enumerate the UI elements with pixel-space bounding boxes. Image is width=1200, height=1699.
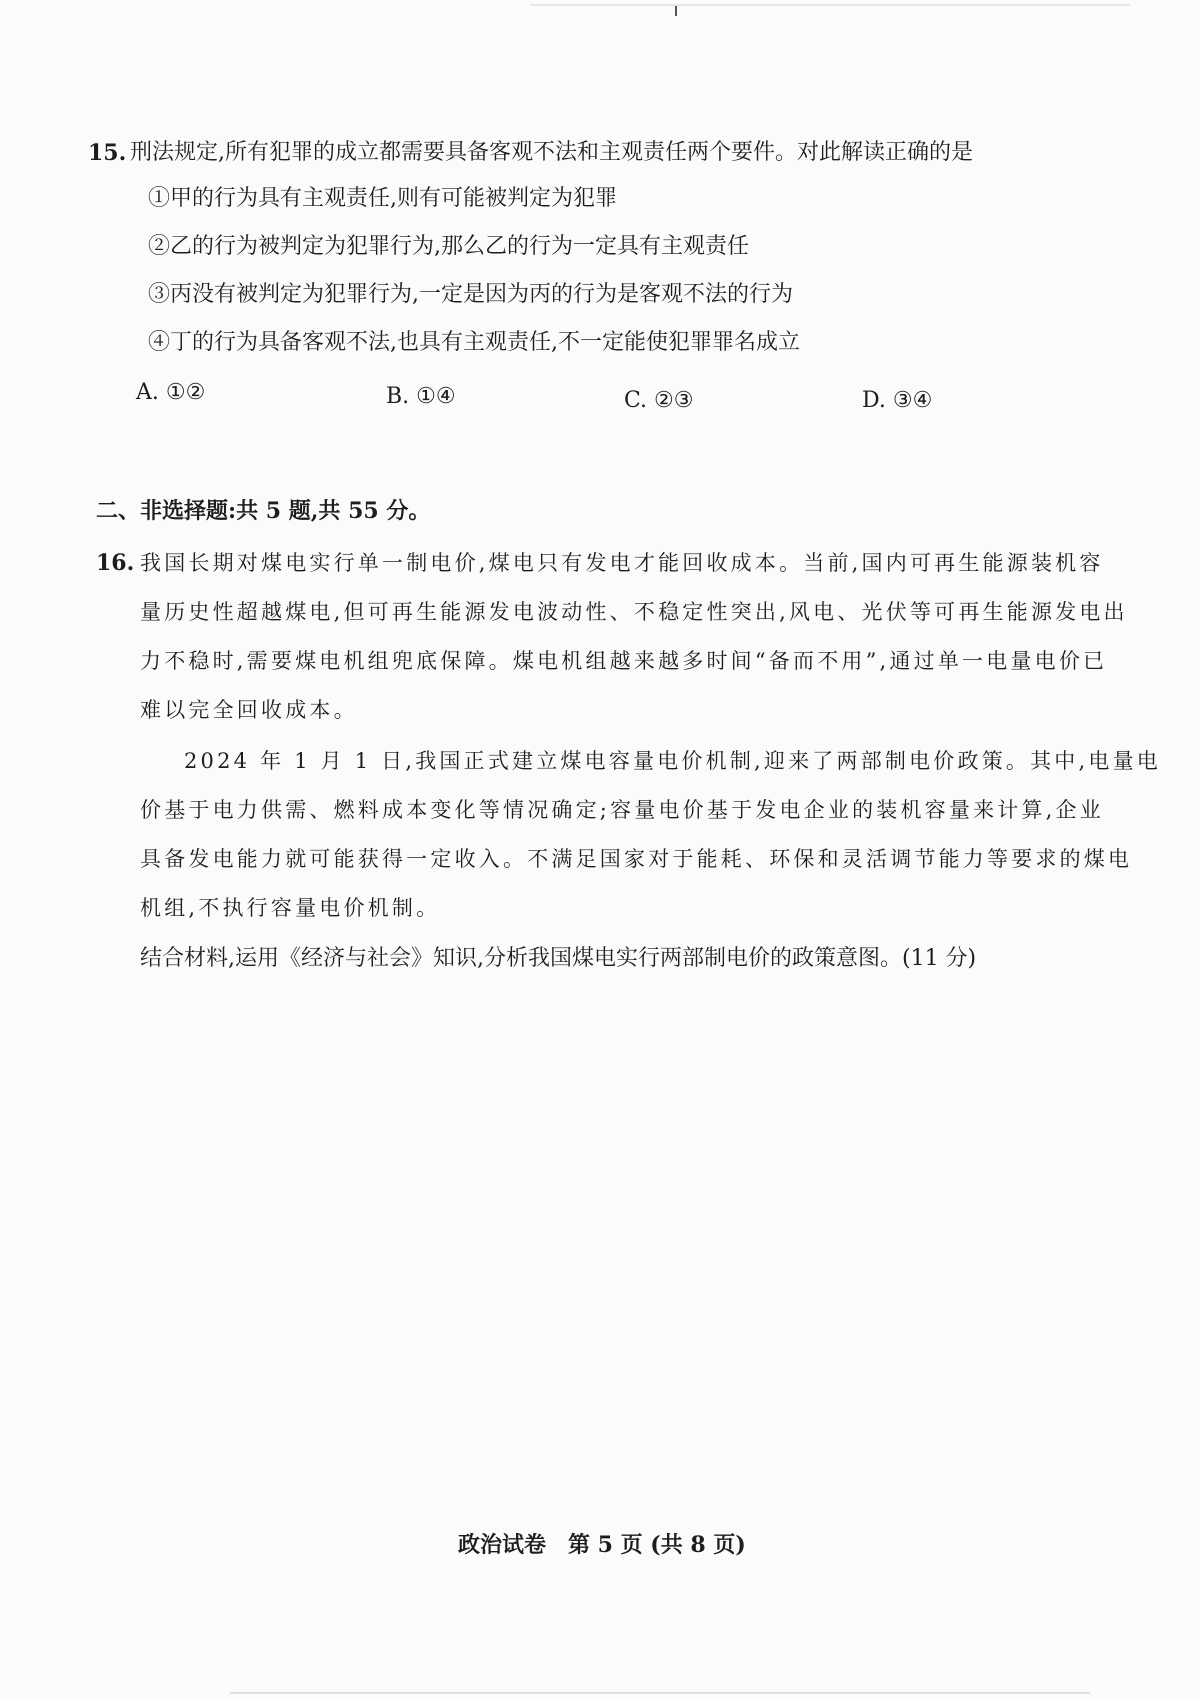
q16-number: 16. [96, 550, 135, 576]
q15-statement-3: ③丙没有被判定为犯罪行为,一定是因为丙的行为是客观不法的行为 [148, 282, 793, 307]
q16-para1-line2: 量历史性超越煤电,但可再生能源发电波动性、不稳定性突出,风电、光伏等可再生能源发电出 [140, 600, 1128, 624]
scan-mark [675, 6, 677, 16]
q15-option-b: B. ①④ [386, 384, 456, 409]
q15-option-d: D. ③④ [862, 388, 933, 413]
q16-para2-line2: 价基于电力供需、燃料成本变化等情况确定;容量电价基于发电企业的装机容量来计算,企业 [140, 798, 1104, 822]
q16-para1-line1: 我国长期对煤电实行单一制电价,煤电只有发电才能回收成本。当前,国内可再生能源装机容 [140, 551, 1104, 575]
scan-edge-bottom [230, 1692, 1090, 1694]
q15-statement-4: ④丁的行为具备客观不法,也具有主观责任,不一定能使犯罪罪名成立 [148, 330, 800, 355]
q15-statement-1: ①甲的行为具有主观责任,则有可能被判定为犯罪 [148, 186, 617, 211]
q15-option-c: C. ②③ [624, 388, 694, 413]
q16-para2-line4: 机组,不执行容量电价机制。 [140, 896, 441, 920]
scan-edge-top [530, 4, 1130, 6]
q16-task: 结合材料,运用《经济与社会》知识,分析我国煤电实行两部制电价的政策意图。(11 分) [140, 946, 977, 971]
q16-para2-line1: 2024 年 1 月 1 日,我国正式建立煤电容量电价机制,迎来了两部制电价政策。其中,电量电 [184, 749, 1161, 773]
q15-stem: 刑法规定,所有犯罪的成立都需要具备客观不法和主观责任两个要件。对此解读正确的是 [130, 140, 973, 165]
section-heading: 二、非选择题:共 5 题,共 55 分。 [96, 498, 431, 524]
q15-number: 15. [88, 140, 127, 166]
q15-statement-2: ②乙的行为被判定为犯罪行为,那么乙的行为一定具有主观责任 [148, 234, 749, 259]
q16-para1-line3: 力不稳时,需要煤电机组兜底保障。煤电机组越来越多时间“备而不用”,通过单一电量电价已 [140, 649, 1108, 673]
q16-para2-line3: 具备发电能力就可能获得一定收入。不满足国家对于能耗、环保和灵活调节能力等要求的煤电 [140, 847, 1133, 871]
q15-option-a: A. ①② [136, 380, 206, 405]
page-footer: 政治试卷 第 5 页 (共 8 页) [458, 1532, 746, 1558]
q16-para1-line4: 难以完全回收成本。 [140, 698, 358, 722]
